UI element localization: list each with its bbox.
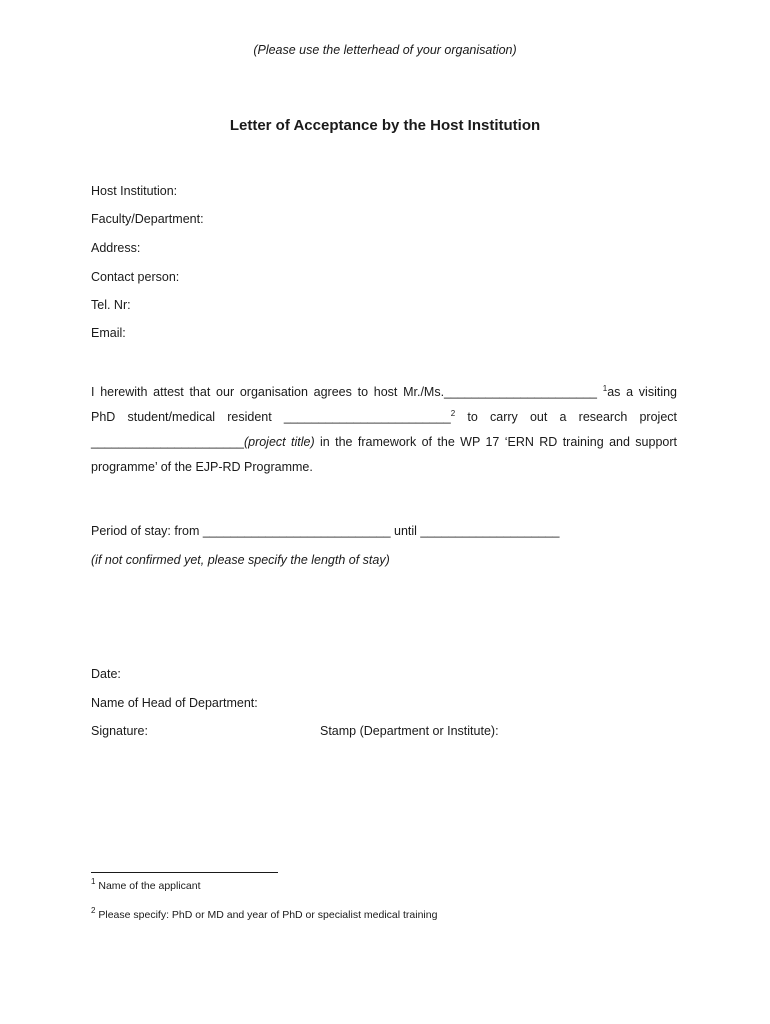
stamp-label: Stamp (Department or Institute): — [320, 724, 499, 738]
document-title: Letter of Acceptance by the Host Institution — [229, 117, 541, 134]
attestation-line-3: ______________________(project title) in the framework of the WP 17 ‘ERN RD training and support — [91, 435, 677, 449]
attestation-line-4: programme’ of the EJP-RD Programme. — [91, 460, 313, 474]
attestation-line-2: PhD student/medical resident ________________________$^2$ to carry out a research project — [91, 409, 677, 424]
project-title-label: (project title) — [243, 435, 315, 449]
date-label: Date: — [91, 667, 121, 681]
footnote-separator — [91, 872, 278, 873]
period-of-stay: Period of stay: from ___________________________ until ____________________ — [91, 524, 560, 538]
footnote-ref-1: 1 — [602, 384, 608, 393]
field-faculty-department: Faculty/Department: — [91, 212, 204, 226]
footnote-ref-2: 2 — [450, 409, 456, 418]
signature-label: Signature: — [91, 724, 148, 738]
field-contact-person: Contact person: — [91, 270, 180, 284]
head-of-department-label: Name of Head of Department: — [91, 696, 258, 710]
field-address: Address: — [91, 241, 141, 255]
attestation-line-1: I herewith attest that our organisation agrees to host Mr./Ms.______________________ $^1$as a visiting — [91, 384, 677, 399]
letterhead-note: (Please use the letterhead of your organisation) — [253, 43, 517, 57]
period-of-stay-note: (if not confirmed yet, please specify the length of stay) — [91, 553, 390, 567]
footnote-2: $^2$ Please specify: PhD or MD and year of PhD or specialist medical training — [91, 906, 438, 921]
field-tel-nr: Tel. Nr: — [91, 298, 131, 312]
field-host-institution: Host Institution: — [91, 184, 178, 198]
field-email: Email: — [91, 326, 126, 340]
footnote-1: $^1$ Name of the applicant — [91, 877, 201, 892]
